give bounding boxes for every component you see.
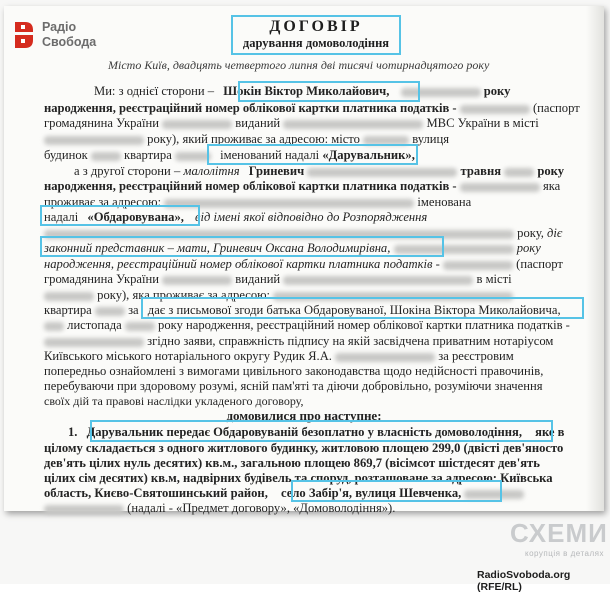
line-21: [44, 394, 303, 409]
line-16-a: листопада: [67, 318, 122, 332]
line-2: [44, 101, 580, 116]
para-6-text: (надалі - «Предмет договору», «Домоволодіння»).: [127, 501, 396, 515]
line-3-a: громадянина України: [44, 116, 159, 130]
redacted-block: [443, 261, 513, 270]
logo-line-1: Радіо: [42, 20, 77, 34]
line-9-c: від імені якої відповідно до Розпорядження: [195, 210, 428, 224]
line-6: [74, 164, 564, 179]
radio-svoboda-flame-icon: [12, 20, 36, 50]
para-3: [44, 456, 540, 471]
para-5-a: область, Києво-Святошинський район,: [44, 486, 268, 500]
line-13-c: в місті: [476, 272, 512, 286]
redacted-block: [164, 199, 414, 208]
line-21-text: своїх дій та правові наслідки укладеного договору,: [44, 394, 304, 408]
place-date-line: Місто Київ, двадцять четвертого липня дві тисячі чотирнадцятого року: [108, 58, 490, 72]
line-10-b: діє: [547, 226, 563, 240]
redacted-block: [283, 120, 423, 129]
donee-label: «Обдаровувана»,: [87, 210, 184, 224]
line-19-text: попередньо ознайомлені з вимогами цивільного законодавства щодо недійсності правочинів,: [44, 364, 544, 378]
para-1-b: яке в: [535, 425, 565, 439]
line-12: [44, 257, 563, 272]
redacted-block: [44, 136, 144, 145]
line-11-b: року: [516, 241, 541, 255]
line-7: [44, 179, 560, 194]
highlight-donee-label: [40, 205, 200, 226]
logo-line-2: Свобода: [42, 35, 97, 49]
redacted-block: [283, 276, 473, 285]
line-16-b: року народження, реєстраційний номер облікової картки платника податків -: [158, 318, 570, 332]
highlight-property-address: [291, 480, 502, 502]
donor-label: «Дарувальник»,: [322, 148, 415, 162]
line-18-b: за реєстровим: [438, 349, 514, 363]
line-19: [44, 364, 543, 379]
line-13-b: виданий: [235, 272, 281, 286]
highlight-transfer-clause: [90, 420, 553, 442]
line-13: [44, 272, 512, 287]
para-4-text: цілих сім десятих) кв.м, надвірних будівель та споруд, розташоване за адресою: Київська: [44, 471, 553, 485]
redacted-block: [460, 183, 540, 192]
line-2-text: народження, реєстраційний номер облікової картки платника податків -: [44, 101, 457, 115]
line-14-text: року), яка проживає за адресою:: [97, 288, 271, 302]
brand-name: СХЕМИ: [510, 518, 608, 548]
property-address: село Забір'я, вулиця Шевченка,: [281, 486, 462, 500]
redacted-block: [460, 105, 530, 114]
line-17: [44, 334, 553, 349]
line-5-b: квартира: [124, 148, 172, 162]
redacted-block: [307, 168, 457, 177]
radio-svoboda-logo: [12, 18, 122, 60]
para-3-text: дев'ять цілих нуль десятих) кв.м., загальною площею 869,7 (вісімсот шістдесят дев'ять: [44, 456, 540, 470]
line-7-b: яка: [542, 179, 561, 193]
line-15-b: за: [128, 303, 139, 317]
document-title: ДОГОВІР: [269, 18, 363, 35]
highlight-donor-name: [238, 81, 420, 102]
redacted-block: [44, 322, 64, 331]
line-15-a: квартира: [44, 303, 92, 317]
highlight-father-consent: [141, 297, 584, 319]
line-2-b: (паспорт: [532, 101, 580, 115]
redacted-block: [44, 505, 124, 514]
line-6-e: року: [537, 164, 565, 178]
line-13-a: громадянина України: [44, 272, 159, 286]
line-1-a: Ми: з однієї сторони –: [94, 84, 215, 98]
redacted-block: [95, 307, 125, 316]
para-2-text: цілому складається з одного житлового будинку, житловою площею 299,0 (двісті дев'яносто: [44, 441, 564, 455]
line-3-b: виданий: [235, 116, 281, 130]
donor-name: Шокін Віктор Миколайович,: [223, 84, 390, 98]
line-12-b: (паспорт: [516, 257, 563, 271]
para-2: [44, 441, 563, 456]
brand-tagline: корупція в деталях: [525, 549, 604, 558]
redacted-block: [162, 276, 232, 285]
line-16: [44, 318, 570, 333]
father-consent: дає з письмової згоди батька Обдаровуваної, Шокіна Віктора Миколайовича,: [147, 303, 561, 317]
line-7-text: народження, реєстраційний номер облікової картки платника податків -: [44, 179, 457, 193]
redacted-block: [44, 292, 94, 301]
line-5-c: іменований надалі: [220, 148, 320, 162]
redacted-block: [335, 353, 435, 362]
highlight-donor-label: [207, 144, 418, 165]
redacted-block: [91, 152, 121, 161]
line-9-a: надалі: [44, 210, 79, 224]
line-18: [44, 349, 514, 364]
line-6-a: а з другої сторони –: [74, 164, 181, 178]
line-17-text: згідно заяви, справжність підпису на якій засвідчена приватним нотаріусом: [147, 334, 554, 348]
para-1-number: 1.: [68, 425, 78, 439]
redacted-block: [175, 152, 211, 161]
line-5-a: будинок: [44, 148, 88, 162]
line-4-b: вулиця: [412, 132, 450, 146]
redacted-block: [504, 168, 534, 177]
redacted-block: [125, 322, 155, 331]
line-3: [44, 116, 539, 131]
line-8-text: проживає за адресою:: [44, 195, 162, 209]
para-6: [44, 501, 395, 516]
skhemy-brand-logo: [510, 518, 606, 564]
line-18-text: Київського міського нотаріального округу Рудик Я.А.: [44, 349, 332, 363]
redacted-block: [44, 338, 144, 347]
line-20-text: перебуваючи при здоровому розумі, ясній пам'яті та діючи добровільно, розуміючи значення: [44, 379, 543, 393]
line-6-b: малолітня: [183, 164, 240, 178]
line-10-a: року,: [517, 226, 544, 240]
legal-representative: законний представник – мати, Гриневич Оксана Володимирівна,: [44, 241, 391, 255]
source-credit: RadioSvoboda.org (RFE/RL): [477, 569, 571, 593]
title-highlight-box: [231, 15, 401, 55]
highlight-legal-representative: [40, 236, 444, 257]
line-4-a: року), який проживає за адресою: місто: [147, 132, 360, 146]
logo-text: [42, 20, 96, 50]
transfer-clause: Дарувальник передає Обдаровуваній безоплатно у власність домоволодіння,: [86, 425, 523, 439]
line-20: [44, 379, 543, 394]
line-8-b: іменована: [417, 195, 472, 209]
section-heading: домовилися про наступне:: [226, 408, 382, 423]
line-1-b: року: [483, 84, 511, 98]
line-12-text: народження, реєстраційний номер облікової картки платника податків -: [44, 257, 440, 271]
line-6-d: травня: [460, 164, 502, 178]
document-subtitle: дарування домоволодіння: [242, 36, 390, 50]
donee-surname: Гриневич: [248, 164, 305, 178]
redacted-block: [162, 120, 232, 129]
line-3-c: МВС України в місті: [426, 116, 539, 130]
document-sheet: [4, 6, 604, 515]
